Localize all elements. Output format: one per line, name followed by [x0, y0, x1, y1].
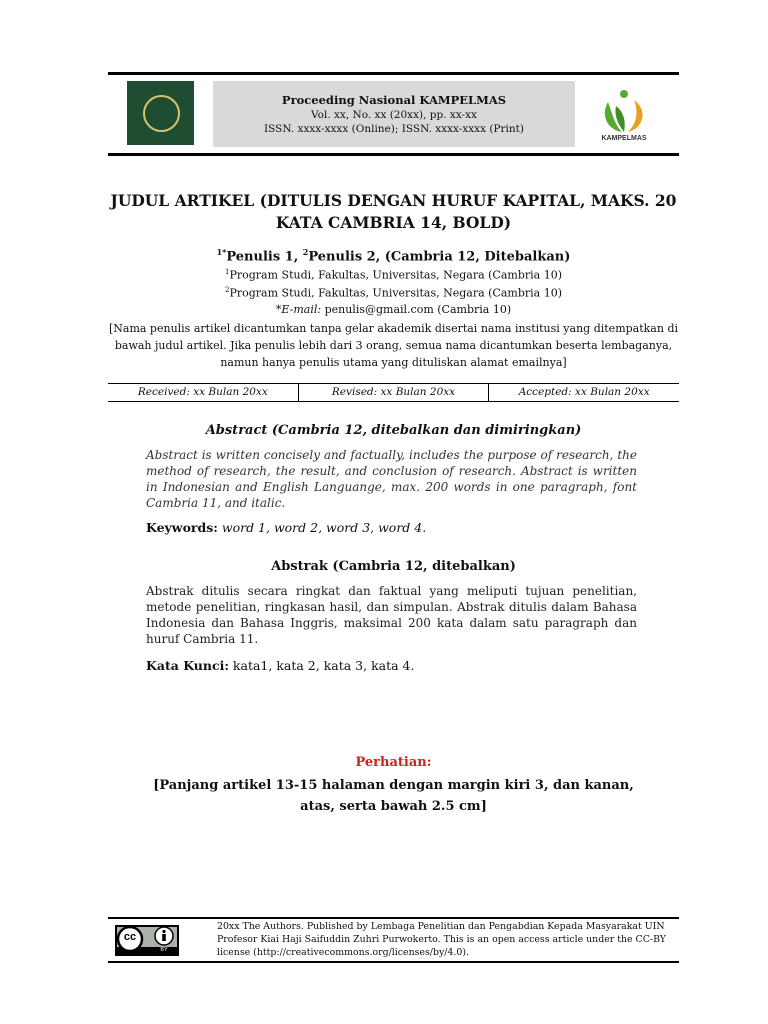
date-received: Received: xx Bulan 20xx [137, 386, 268, 398]
kampelmas-logo-icon [594, 80, 654, 148]
author-1-name: Penulis 1, [226, 249, 303, 265]
journal-name: Proceeding Nasional KAMPELMAS [281, 93, 507, 107]
kata-kunci-value: kata1, kata 2, kata 3, kata 4. [228, 658, 415, 673]
author-2-name: Penulis 2, (Cambria 12, Ditebalkan) [308, 249, 571, 265]
affiliation-1-sup: 1 [225, 268, 230, 276]
article-title: JUDUL ARTIKEL (DITULIS DENGAN HURUF KAPITAL, MAKS. 20 KATA CAMBRIA 14, BOLD) [110, 191, 677, 232]
kampelmas-logo-label: KAMPELMAS [601, 135, 647, 142]
affiliation-2 [108, 286, 679, 300]
footer-bottom-rule [108, 961, 679, 963]
header-top-rule [108, 72, 679, 75]
notice-title: Perhatian: [355, 755, 432, 770]
university-seal-icon [127, 81, 194, 145]
author-note: [Nama penulis artikel dicantumkan tanpa gelar akademik disertai nama institusi yang ditempatkan di bawah judul artikel. Jika penulis lebih dari 3 orang, semua nama dicantumkan beserta lembaganya, namun hanya penulis utama yang dituliskan alamat emailnya] [108, 322, 679, 369]
seal-ring [143, 95, 180, 132]
cc-by-icon [115, 925, 179, 956]
abstrak-heading: Abstrak (Cambria 12, ditebalkan) [271, 559, 516, 574]
date-revised: Revised: xx Bulan 20xx [298, 384, 489, 401]
by-label: BY [160, 947, 168, 953]
author-1-sup: 1* [216, 247, 227, 257]
email-label: *E-mail: [275, 303, 322, 316]
header-bottom-rule [108, 153, 679, 156]
footer-top-rule [108, 917, 679, 919]
email-value: penulis@gmail.com (Cambria 10) [321, 303, 512, 316]
affiliation-2-text: Program Studi, Fakultas, Universitas, Negara (Cambria 10) [229, 286, 562, 300]
affiliation-2-sup: 2 [225, 286, 230, 294]
journal-volume: Vol. xx, No. xx (20xx), pp. xx-xx [311, 109, 477, 121]
keywords-value: word 1, word 2, word 3, word 4. [217, 520, 427, 535]
dates-table [108, 383, 679, 402]
cc-label: cc [123, 931, 137, 943]
abstrak-body: Abstrak ditulis secara ringkat dan faktual yang meliputi tujuan penelitian, metode penelitian, ringkasan hasil, dan simpulan. Abstrak ditulis dalam Bahasa Indonesia dan Bahasa Inggris, maksimal 200 kata dalam satu paragraph dan huruf Cambria 11. [146, 584, 637, 646]
keywords-line [146, 520, 637, 535]
affiliation-1 [108, 268, 679, 282]
keywords-label: Keywords: [146, 520, 218, 535]
author-line [108, 247, 679, 264]
journal-info-box [213, 81, 575, 147]
kata-kunci-line [146, 658, 637, 673]
kata-kunci-label: Kata Kunci: [146, 658, 229, 673]
journal-issn: ISSN. xxxx-xxxx (Online); ISSN. xxxx-xxxx (Print) [264, 123, 524, 135]
date-accepted: Accepted: xx Bulan 20xx [488, 384, 679, 401]
abstract-body: Abstract is written concisely and factually, includes the purpose of research, the method of research, the result, and conclusion of research. Abstract is written in Indonesian and English Languange, max. 200 words in one paragraph, font Cambria 11, and italic. [146, 448, 637, 510]
email-line [108, 303, 679, 316]
abstract-heading: Abstract (Cambria 12, ditebalkan dan dimiringkan) [205, 423, 582, 438]
notice-body: [Panjang artikel 13-15 halaman dengan margin kiri 3, dan kanan, atas, serta bawah 2.5 cm] [153, 778, 634, 814]
affiliation-1-text: Program Studi, Fakultas, Universitas, Negara (Cambria 10) [229, 268, 562, 282]
author-2-sup: 2 [302, 247, 309, 257]
license-text: 20xx The Authors. Published by Lembaga Penelitian dan Pengabdian Kepada Masyarakat UIN Profesor Kiai Haji Saifuddin Zuhri Purwokerto. This is an open access article under the CC-BY license (http://creativecommons.org/licenses/by/4.0). [217, 921, 666, 958]
